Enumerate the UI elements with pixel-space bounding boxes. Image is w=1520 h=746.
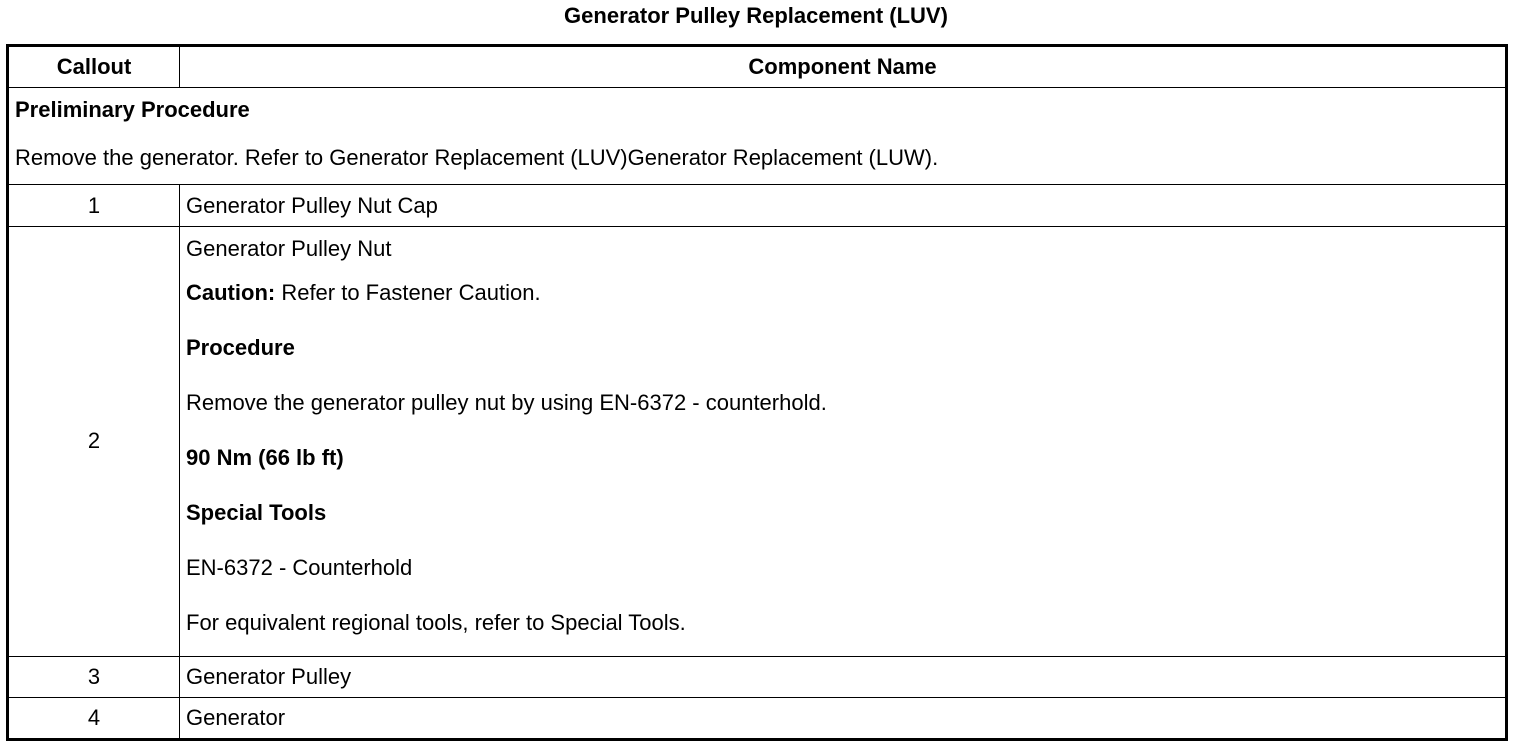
component-name-column-header: Component Name <box>180 46 1507 88</box>
table-header-row <box>8 46 1507 88</box>
callout-number: 1 <box>8 185 180 226</box>
component-name: Generator Pulley Nut <box>186 235 392 261</box>
callout-number: 4 <box>8 697 180 739</box>
document-title: Generator Pulley Replacement (LUV) <box>564 3 948 28</box>
component-name: Generator <box>180 697 1507 739</box>
table-row <box>8 697 1507 739</box>
procedure-text: Remove the generator pulley nut by using EN-6372 - counterhold. <box>186 389 827 415</box>
preliminary-procedure-cell <box>8 88 1507 185</box>
preliminary-procedure-heading: Preliminary Procedure <box>15 97 250 123</box>
table-row <box>8 226 1507 656</box>
torque-specification: 90 Nm (66 lb ft) <box>186 444 344 470</box>
caution-label: Caution: <box>186 279 276 305</box>
table-row <box>8 185 1507 226</box>
procedure-heading: Procedure <box>186 334 295 360</box>
callout-column-header: Callout <box>8 46 180 88</box>
callout-number: 3 <box>8 656 180 697</box>
preliminary-procedure-text: Remove the generator. Refer to Generator Replacement (LUV)Generator Replacement (LUW). <box>15 145 939 171</box>
caution-note <box>186 271 1499 326</box>
callout-number: 2 <box>8 226 180 656</box>
preliminary-procedure-row <box>8 88 1507 185</box>
component-name: Generator Pulley Nut Cap <box>180 185 1507 226</box>
equivalent-tools-note: For equivalent regional tools, refer to Special Tools. <box>186 609 686 635</box>
component-name: Generator Pulley <box>180 656 1507 697</box>
procedure-table <box>6 44 1508 741</box>
table-row <box>8 656 1507 697</box>
special-tools-heading: Special Tools <box>186 499 327 525</box>
component-details-cell <box>180 226 1507 656</box>
special-tool-item: EN-6372 - Counterhold <box>186 554 413 580</box>
caution-text: Refer to Fastener Caution. <box>275 279 541 305</box>
